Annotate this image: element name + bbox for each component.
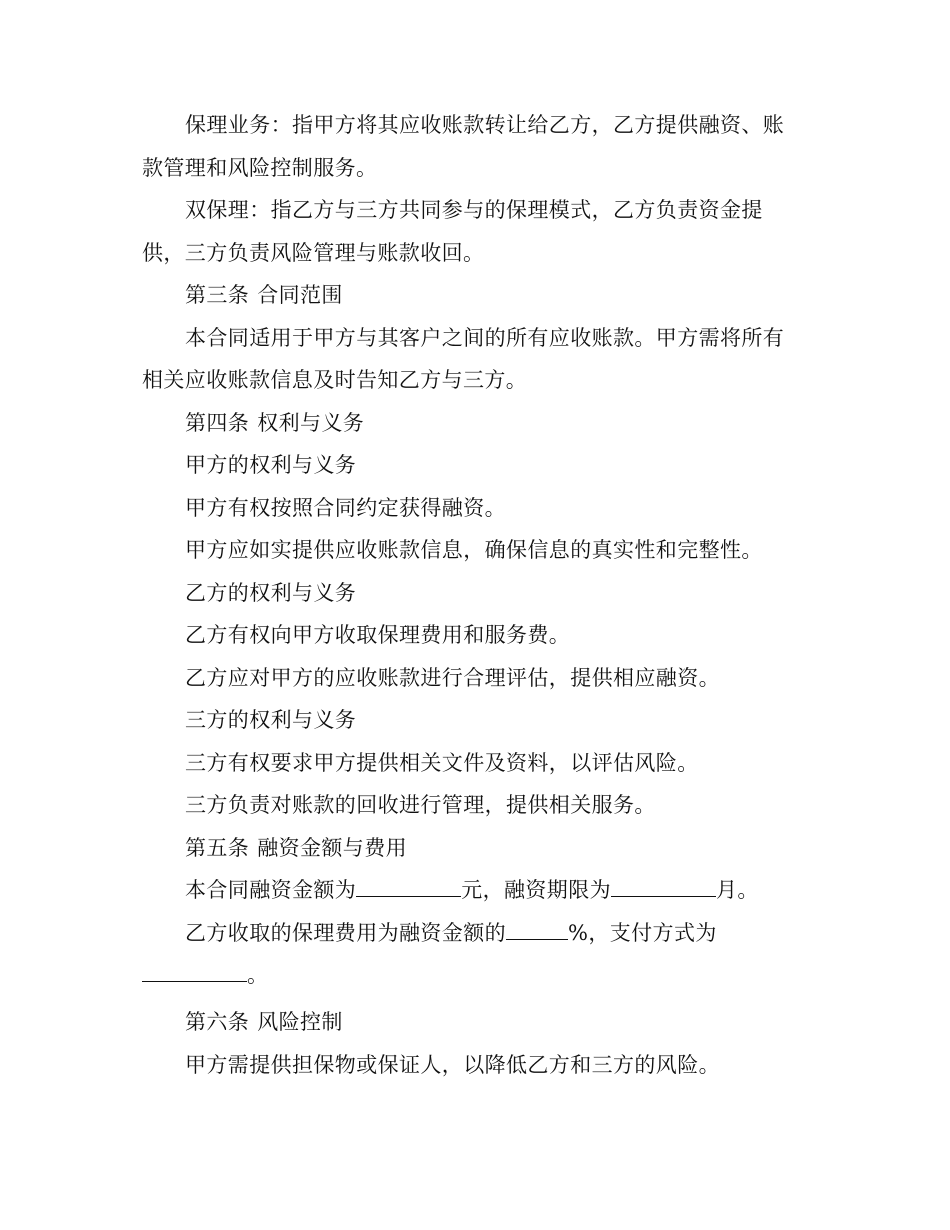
article-4-title: 权利与义务 [257,410,365,435]
article-5-payment-method-line [142,954,802,1001]
article-3-heading [142,274,802,317]
party-b-obligation-1: 乙方应对甲方的应收账款进行合理评估，提供相应融资。 [185,665,720,690]
payment-method-label: %，支付方式为 [568,920,717,945]
article-3-text-line1: 本合同适用于甲方与其客户之间的所有应收账款。甲方需将所有 [185,325,785,350]
payment-method-blank[interactable] [142,963,247,982]
article-3-number: 第三条 [185,283,250,307]
financing-term-label: 元，融资期限为 [461,878,612,902]
party-a-right-1: 甲方有权按照合同约定获得融资。 [185,495,506,520]
article-5-title: 融资金额与费用 [257,835,408,860]
financing-amount-label: 本合同融资金额为 [185,878,357,902]
financing-term-unit: 月。 [716,878,759,902]
article-3-text-line2: 相关应收账款信息及时告知乙方与三方。 [142,368,528,392]
party-a-obligation-1: 甲方应如实提供应收账款信息，确保信息的真实性和完整性。 [185,538,763,562]
third-party-rights-heading: 三方的权利与义务 [185,708,357,732]
party-b-right-1: 乙方有权向甲方收取保理费用和服务费。 [185,623,571,647]
paragraph-factoring-definition-line2: 款管理和风险控制服务。 [142,155,378,180]
article-6-title: 风险控制 [257,1010,343,1034]
payment-method-end: 。 [247,963,269,987]
article-6-number: 第六条 [185,1010,250,1034]
paragraph-dual-factoring-line1: 双保理：指乙方与三方共同参与的保理模式，乙方负责资金提 [185,198,763,222]
document-body [142,104,802,1086]
article-4-heading [142,402,802,445]
article-6-heading [142,1001,802,1044]
article-5-financing-amount-line [142,869,802,912]
paragraph-dual-factoring-line2: 供，三方负责风险管理与账款收回。 [142,240,485,265]
financing-term-blank[interactable] [611,878,716,897]
article-5-number: 第五条 [185,835,250,860]
article-5-fee-line [142,912,802,955]
party-a-rights-heading: 甲方的权利与义务 [185,453,357,477]
article-5-heading [142,827,802,870]
financing-amount-blank[interactable] [356,878,461,897]
article-3-title: 合同范围 [257,283,343,307]
paragraph-factoring-definition-line1: 保理业务：指甲方将其应收账款转让给乙方，乙方提供融资、账 [185,113,785,137]
factoring-fee-label: 乙方收取的保理费用为融资金额的 [185,920,506,945]
party-b-rights-heading: 乙方的权利与义务 [185,580,357,605]
third-party-obligation-1: 三方负责对账款的回收进行管理，提供相关服务。 [185,793,656,817]
article-4-number: 第四条 [185,410,250,435]
article-6-text-line1: 甲方需提供担保物或保证人，以降低乙方和三方的风险。 [185,1052,720,1077]
third-party-right-1: 三方有权要求甲方提供相关文件及资料，以评估风险。 [185,750,699,775]
factoring-fee-rate-blank[interactable] [506,921,568,940]
